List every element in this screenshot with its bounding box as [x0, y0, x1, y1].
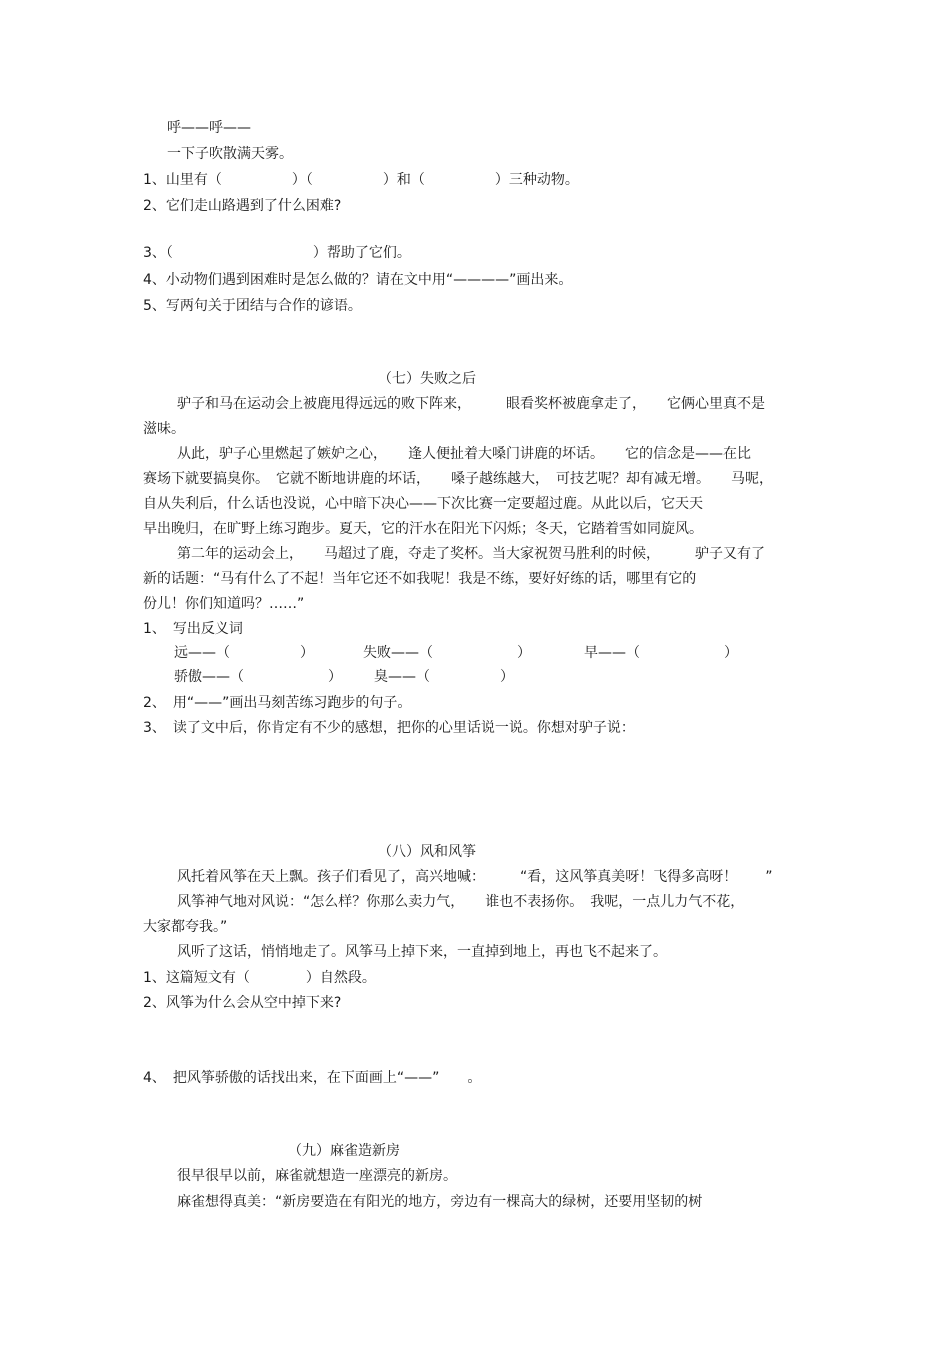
- paragraph-line: 份儿！你们知道吗？……”: [143, 596, 305, 612]
- antonym-blank: 早——（ ）: [584, 645, 738, 661]
- antonym-blank: 失败——（ ）: [363, 645, 531, 661]
- antonym-blank: 远——（ ）: [174, 645, 314, 661]
- poem-line: 一下子吹散满天雾。: [167, 146, 293, 162]
- paragraph-line: 自从失利后，什么话也没说，心中暗下决心——下次比赛一定要超过鹿。从此以后，它天天: [143, 496, 703, 512]
- paragraph-line: 从此，驴子心里燃起了嫉妒之心， 逢人便扯着大嗓门讲鹿的坏话。 它的信念是——在比: [177, 446, 751, 462]
- section-title: （八）风和风筝: [378, 844, 476, 860]
- question-5: 5、写两句关于团结与合作的谚语。: [143, 298, 362, 314]
- paragraph-line: 很早很早以前，麻雀就想造一座漂亮的新房。: [177, 1168, 457, 1184]
- question-4: 4、小动物们遇到困难时是怎么做的？请在文中用“————”画出来。: [143, 272, 573, 288]
- question-2: 2、它们走山路遇到了什么困难?: [143, 198, 342, 214]
- antonym-blank: 臭——（ ）: [374, 669, 514, 685]
- question-1: 1、 写出反义词: [143, 621, 243, 637]
- question-4: 4、 把风筝骄傲的话找出来，在下面画上“——” 。: [143, 1070, 482, 1086]
- poem-line: 呼——呼——: [167, 120, 251, 136]
- paragraph-line: 麻雀想得真美：“新房要造在有阳光的地方，旁边有一棵高大的绿树，还要用坚韧的树: [177, 1194, 703, 1210]
- paragraph-line: 新的话题：“马有什么了不起！当年它还不如我呢！我是不练，要好好练的话，哪里有它的: [143, 571, 697, 587]
- section-title: （七）失败之后: [378, 371, 476, 387]
- question-1: 1、这篇短文有（ ）自然段。: [143, 970, 376, 986]
- paragraph-line: 滋味。: [143, 421, 185, 437]
- paragraph-line: 大家都夸我。”: [143, 919, 228, 935]
- paragraph-line: 赛场下就要搞臭你。 它就不断地讲鹿的坏话， 嗓子越练越大， 可技艺呢？却有减无增。 马呢，: [143, 471, 773, 487]
- question-1: 1、山里有（ ）（ ）和（ ）三种动物。: [143, 172, 579, 188]
- antonym-blank: 骄傲——（ ）: [174, 669, 342, 685]
- paragraph-line: 风托着风筝在天上飘。孩子们看见了，高兴地喊： “看，这风筝真美呀！飞得多高呀！ ”: [177, 869, 773, 885]
- question-2: 2、 用“——”画出马刻苦练习跑步的句子。: [143, 695, 412, 711]
- question-2: 2、风筝为什么会从空中掉下来?: [143, 995, 342, 1011]
- paragraph-line: 早出晚归，在旷野上练习跑步。夏天，它的汗水在阳光下闪烁；冬天，它踏着雪如同旋风。: [143, 521, 703, 537]
- question-3: 3、（ ）帮助了它们。: [143, 245, 411, 261]
- paragraph-line: 风听了这话，悄悄地走了。风筝马上掉下来，一直掉到地上，再也飞不起来了。: [177, 944, 667, 960]
- paragraph-line: 风筝神气地对风说：“怎么样？你那么卖力气， 谁也不表扬你。 我呢，一点儿力气不花，: [177, 894, 745, 910]
- paragraph-line: 驴子和马在运动会上被鹿甩得远远的败下阵来， 眼看奖杯被鹿拿走了， 它俩心里真不是: [177, 396, 765, 412]
- section-title: （九）麻雀造新房: [288, 1143, 400, 1159]
- paragraph-line: 第二年的运动会上， 马超过了鹿，夺走了奖杯。当大家祝贺马胜利的时候， 驴子又有了: [177, 546, 765, 562]
- question-3: 3、 读了文中后，你肯定有不少的感想，把你的心里话说一说。你想对驴子说：: [143, 720, 635, 736]
